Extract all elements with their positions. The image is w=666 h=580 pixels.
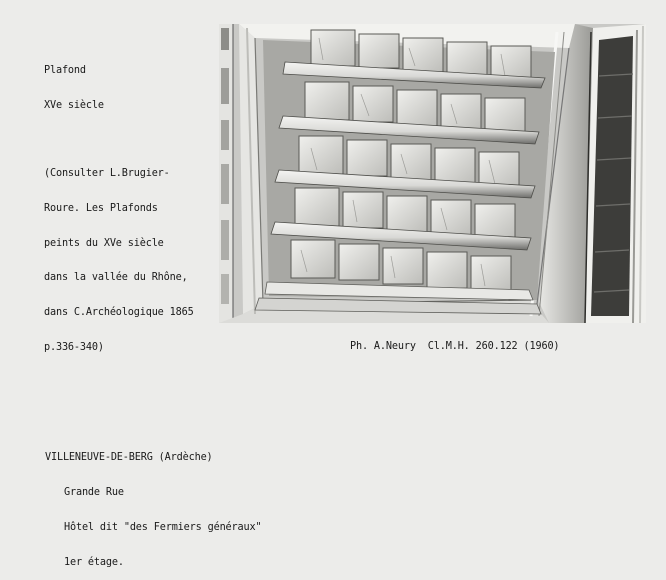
location-street: Grande Rue [64,486,124,498]
photo-credit: Ph. A.Neury Cl.M.H. 260.122 (1960) [350,341,560,352]
location-floor: 1er étage. [64,556,124,568]
reference-line-4: dans la vallée du Rhône, [44,272,188,284]
location-building: Hôtel dit "des Fermiers généraux" [64,521,262,533]
ceiling-photo [219,24,646,323]
catalog-header [44,42,194,365]
spacer [44,135,194,145]
subject-title: Plafond [44,65,86,77]
reference-line-3: peints du XVe siècle [44,237,164,249]
location-block [45,429,261,580]
reference-line-6: p.336-340) [44,341,104,353]
location-town: VILLENEUVE-DE-BERG (Ardèche) [45,452,213,464]
ceiling-photo-icon [219,24,646,323]
reference-line-2: Roure. Les Plafonds [44,202,158,214]
reference-line-5: dans C.Archéologique 1865 [44,307,194,319]
reference-line-1: (Consulter L.Brugier- [44,167,170,179]
subject-period: XVe siècle [44,99,104,111]
